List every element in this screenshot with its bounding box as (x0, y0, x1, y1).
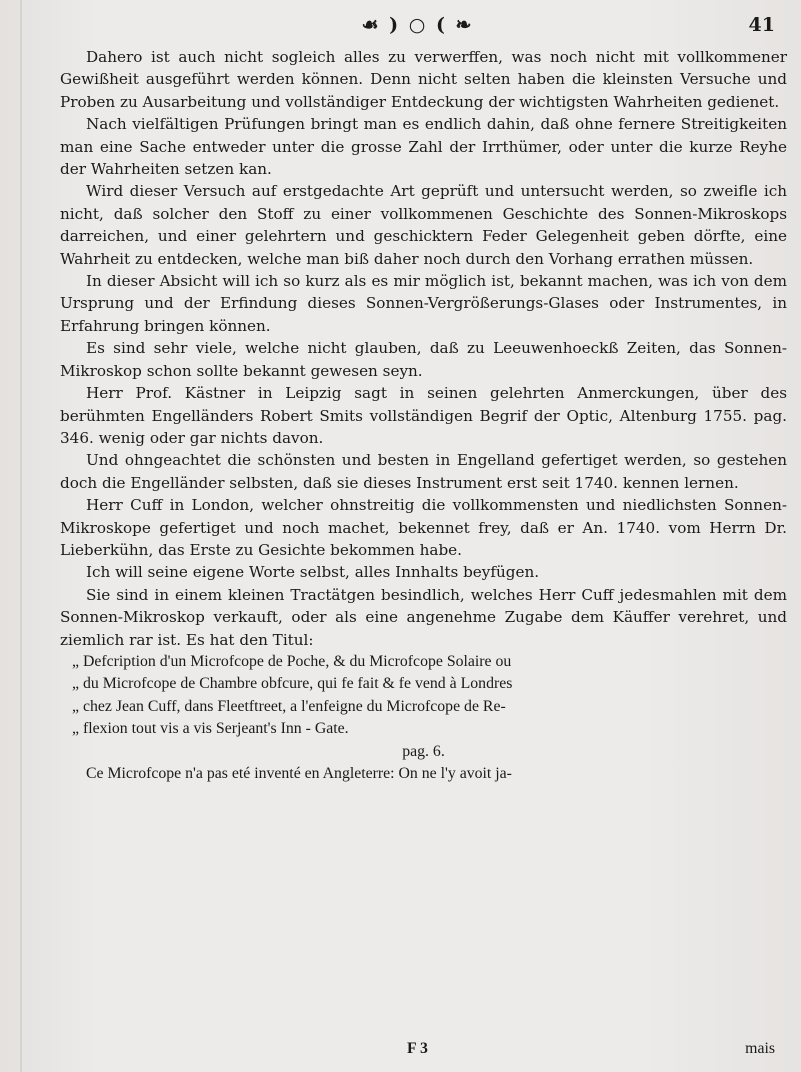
quote-line: „ Defcription d'un Microfcope de Poche, & du Microfcope Solaire ou (72, 652, 512, 670)
paragraph: Und ohngeachtet die schönsten und besten in Engelland gefertiget werden, so gestehen doch die Engelländer selbsten, daß sie dieses Instrument erst seit 1740. kennen lernen. (60, 451, 787, 492)
page-number: 41 (748, 14, 775, 36)
signature-mark: F 3 (407, 1040, 428, 1057)
paragraph: Ich will seine eigene Worte selbst, alles Innhalts beyfügen. (86, 563, 540, 582)
paragraph: Nach vielfältigen Prüfungen bringt man es endlich dahin, daß ohne fernere Streitigkeiten man eine Sache entweder unter die grosse Zahl der Irrthümer, oder unter die kurze Reyhe der Wahrheiten setzen kan. (60, 115, 787, 179)
paragraph: Sie sind in einem kleinen Tractätgen besindlich, welches Herr Cuff jedesmahlen mit dem Sonnen-Mikroskop verkauft, oder als eine angenehme Zugabe dem Käuffer verehret, und ziemlich rar ist. Es hat den Titul: (60, 585, 787, 649)
page-footer (60, 1040, 775, 1064)
final-paragraph: Ce Microfcope n'a pas eté inventé en Angleterre: On ne l'y avoit ja- (86, 765, 512, 782)
paragraph: Dahero ist auch nicht sogleich alles zu verwerffen, was noch nicht mit vollkommener Gewißheit ausgeführt werden können. Denn nicht selten haben die kleinsten Versuche und Proben zu Ausarbeitung und vollständiger Entdeckung der wichtigsten Wahrheiten gedienet. (60, 48, 787, 111)
header-ornament: ☙ ) ○ ( ❧ (361, 14, 474, 36)
quote-page-ref: pag. 6. (402, 742, 445, 760)
running-header (60, 14, 775, 44)
quote-line: „ du Microfcope de Chambre obfcure, qui fe fait & fe vend à Londres (72, 675, 513, 693)
quote-line: „ chez Jean Cuff, dans Fleetftreet, a l'enfeigne du Microfcope de Re- (72, 697, 506, 715)
paragraph: Wird dieser Versuch auf erstgedachte Art geprüft und untersucht werden, so zweifle ich nicht, daß solcher den Stoff zu einer vollkommenen Geschichte des Sonnen-Mikroskops darreichen, und einer gelehrtern und geschicktern Feder Gelegenheit geben dörfte, eine Wahrheit zu entdecken, welche man biß daher noch durch den Vorhang errathen müssen. (60, 182, 787, 268)
paragraph: Herr Cuff in London, welcher ohnstreitig die vollkommensten und niedlichsten Sonnen-Mikroskope gefertiget und noch machet, bekennet frey, daß er An. 1740. vom Herrn Dr. Lieberkühn, das Erste zu Gesichte bekommen habe. (60, 496, 787, 559)
quote-line: „ flexion tout vis a vis Serjeant's Inn - Gate. (72, 720, 349, 738)
page-binding-edge (20, 0, 22, 1072)
catchword: mais (745, 1040, 775, 1057)
paragraph: Es sind sehr viele, welche nicht glauben, daß zu Leeuwenhoeckß Zeiten, das Sonnen-Mikroskop schon sollte bekannt gewesen seyn. (60, 339, 787, 380)
body-text (60, 46, 787, 785)
paragraph: Herr Prof. Kästner in Leipzig sagt in seinen gelehrten Anmerckungen, über des berühmten Engelländers Robert Smits vollständigen Begrif der Optic, Altenburg 1755. pag. 346. wenig oder gar nichts davon. (60, 384, 787, 447)
paragraph: In dieser Absicht will ich so kurz als es mir möglich ist, bekannt machen, was ich von dem Ursprung und der Erfindung dieses Sonnen-Vergrößerungs-Glases oder Instrumentes, in Erfahrung bringen können. (60, 272, 787, 335)
